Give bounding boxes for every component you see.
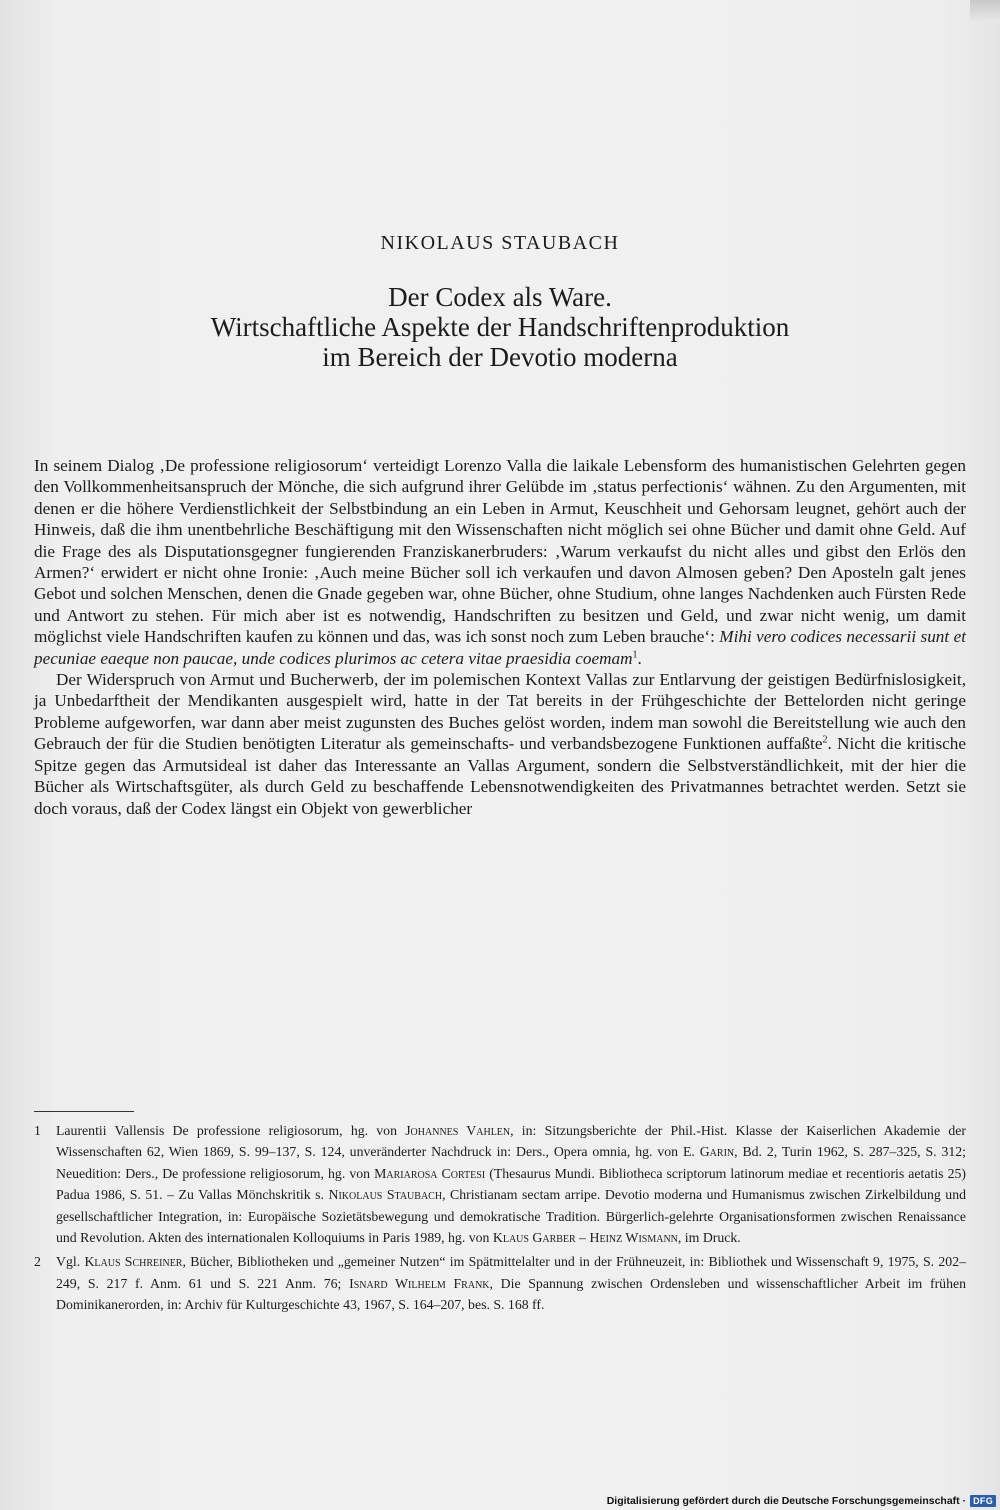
body-text [34,455,966,819]
paragraph-1-end: . [637,648,642,668]
footnote-number: 1 [34,1123,41,1138]
footnote-text: , Die Spannung zwischen Ordensleben und wissenschaftlicher Arbeit im frühen Dominikanerorden, in: Archiv für Kulturgeschichte 43, 1967, S. 164–207, bes. S. 168 ff. [56,1275,966,1313]
author-name: NIKOLAUS STAUBACH [380,232,620,254]
author-small-caps: Klaus Schreiner [84,1254,183,1270]
footnote-text: , im Druck. [677,1230,741,1246]
footnote-ref-1[interactable]: 1 [632,648,638,660]
footnote-text: (Thesaurus Mundi. Bibliotheca scriptorum latinorum mediae et recentioris aetatis 25) Padua 1986, S. 51. – Zu Vallas Mönchskritik s. [56,1165,966,1203]
article-title [0,282,1000,372]
title-line-3: im Bereich der Devotio moderna [322,342,678,372]
footnote-text: , in: Sitzungsberichte der Phil.-Hist. Klasse der Kaiserlichen Akademie der Wissenschaften 62, Wien 1869, S. 99–137, S. 124, unveränderter Nachdruck in: Ders., Opera omnia, hg. von [56,1123,966,1160]
title-line-2: Wirtschaftliche Aspekte der Handschriftenproduktion [210,312,790,342]
author-small-caps: E. Garin [682,1144,735,1160]
footnote-text: , Christianam sectam arripe. Devotio moderna und Humanismus zwischen Zirkelbildung und gesellschaftlicher Integration, in: Europäische Sozietätsbewegung und demokratische Tradition. Bürgerlich-gelehrte Organisationsformen zwischen Renaissance und Revolution. Akten des internationalen Kolloquiums in Paris 1989, hg. von [56,1187,967,1246]
scan-edge-artifact [970,0,1000,22]
footnote-1 [34,1120,966,1248]
footnote-divider [34,1111,134,1112]
paragraph-1-text: In seinem Dialog ‚De professione religiosorum‘ verteidigt Lorenzo Valla die laikale Lebensform des humanistischen Gelehrten gegen den Vollkommenheitsanspruch der Mönche, die sich aufgrund ihrer Gelübde im ‚status perfectionis‘ wähnen. Zu den Argumenten, mit denen er die höhere Verdienstlichkeit der Selbstbindung an ein Leben in Armut, Keuschheit und Gehorsam leugnet, gehört auch der Hinweis, daß die ihm unentbehrliche Beschäftigung mit den Wissenschaften nicht möglich sei ohne Bücher und damit ohne Geld. Auf die Frage des als Disputationsgegner fungierenden Franziskanerbruders: ‚Warum verkaufst du nicht alles und gibst den Erlös den Armen?‘ erwidert er nicht ohne Ironie: ‚Auch meine Bücher soll ich verkaufen und davon Almosen geben? Den Aposteln galt jenes Gebot und solchen Menschen, denen die Gnade gegeben war, ohne Bücher, ohne Studium, ohne langes Nachdenken auch Fürsten Rede und Antwort zu stehen. Für mich aber ist es notwendig, Handschriften zu besitzen und Geld, und zwar nicht wenig, um damit möglichst viele Handschriften kaufen zu können und das, was ich sonst noch zum Leben brauche‘: [34,456,966,647]
paragraph-2-text-a: Der Widerspruch von Armut und Bucherwerb, der im polemischen Kontext Vallas zur Entlarvung der geistigen Bedürfnislosigkeit, ja Unbedarftheit der Mendikanten ausgespielt wird, hatte in der Tat bereits in der Frühgeschichte der Bettelorden nicht geringe Probleme aufgeworfen, war dann aber meist zugunsten des Buches gelöst worden, indem man sowohl die Bereitstellung wie auch den Gebrauch der für die Studien benötigten Literatur als gemeinschafts- und verbandsbezogene Funktionen auffaßte [34,670,966,754]
dfg-footer [607,1492,996,1510]
author-small-caps: Isnard Wilhelm Frank [349,1275,490,1291]
latin-quote: Mihi vero codices necessarii sunt et pecuniae eaeque non paucae, unde codices plurimos ac cetera vitae praesidia coemam [34,627,966,668]
author-small-caps: Nikolaus Staubach [328,1187,443,1203]
footnotes [34,1120,966,1319]
author-small-caps: Klaus Garber – Heinz Wismann [492,1230,678,1246]
dfg-footer-text: Digitalisierung gefördert durch die Deutsche Forschungsgemeinschaft · [606,1495,967,1507]
footnote-2 [34,1251,966,1315]
footnote-text: , Bücher, Bibliotheken und „gemeiner Nutzen“ im Spätmittelalter und in der Frühneuzeit, in: Bibliothek und Wissenschaft 9, 1975, S. 202–249, S. 217 f. Anm. 61 und S. 221 Anm. 76; [56,1254,966,1291]
author-small-caps: Johannes Vahlen [405,1123,511,1138]
author-small-caps: Mariarosa Cortesi [374,1165,486,1181]
footnote-text: Vgl. [56,1254,85,1270]
paragraph-2 [34,669,966,819]
footnote-text: Laurentii Vallensis De professione religiosorum, hg. von [56,1123,406,1138]
dfg-logo-icon: DFG [970,1495,996,1507]
paragraph-1 [34,455,966,669]
footnote-ref-2[interactable]: 2 [822,734,828,746]
footnote-text: , Bd. 2, Turin 1962, S. 287–325, S. 312; Neuedition: Ders., De professione religiosorum, hg. von [56,1144,966,1181]
footnote-number: 2 [34,1254,41,1270]
title-line-1: Der Codex als Ware. [388,282,612,312]
paragraph-2-text-b: . Nicht die kritische Spitze gegen das Armutsideal ist daher das Interessante an Vallas Argument, sondern die Selbstverständlichkeit, mit der hier die Bücher als Wirtschaftsgüter, als durch Geld zu beschaffende Lebensnotwendigkeiten des Privatmannes betrachtet werden. Setzt sie doch voraus, daß der Codex längst ein Objekt von gewerblicher [34,734,966,818]
